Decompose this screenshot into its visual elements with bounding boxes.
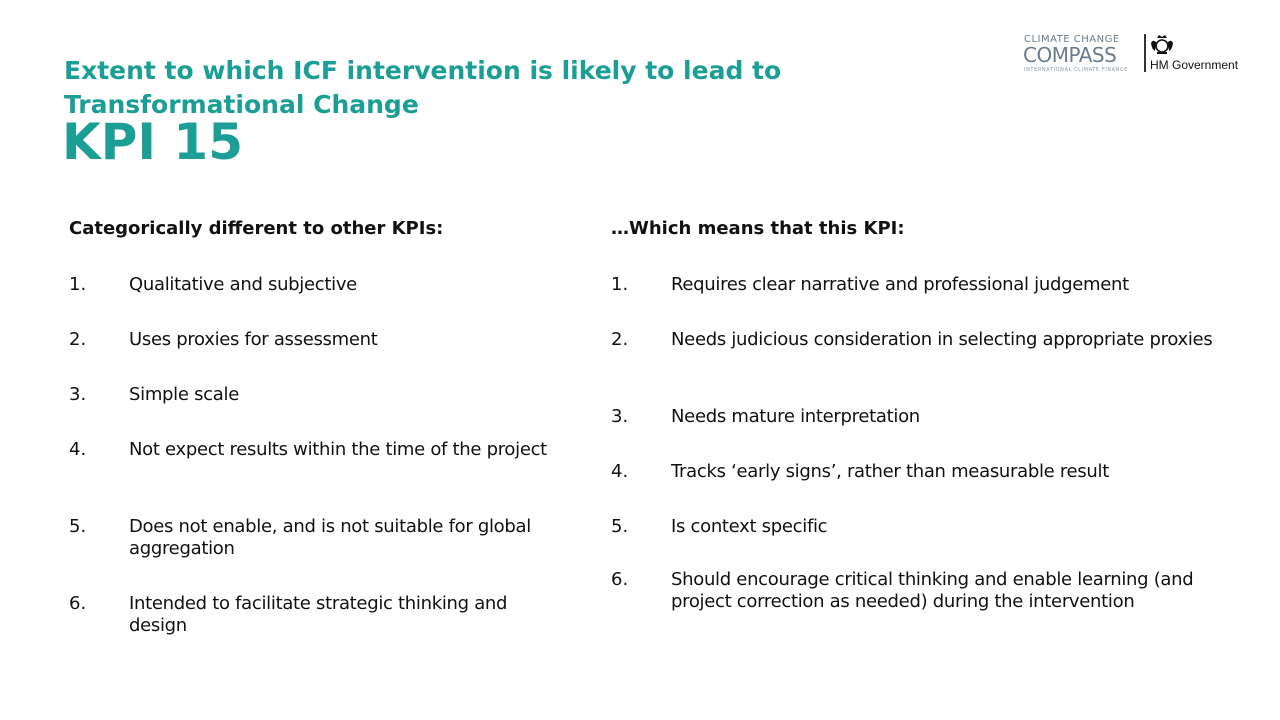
compass-tagline: INTERNATIONAL CLIMATE FINANCE [1024,67,1128,73]
right-item-text: Is context specific [671,516,828,537]
right-item-text: Requires clear narrative and professional judgement [671,274,1129,295]
right-item-text: Tracks ‘early signs’, rather than measurable result [671,461,1109,482]
left-item-number: 3. [69,384,87,405]
right-item-number: 5. [611,516,629,537]
compass-logo: COMPASS [1023,43,1117,67]
left-item-text: Uses proxies for assessment [129,329,378,350]
logo-bar [1020,28,1260,78]
left-item-text: Qualitative and subjective [129,274,357,295]
hm-government-logo: HM Government [1150,58,1239,72]
right-column-heading: …Which means that this KPI: [611,218,905,239]
right-item-number: 1. [611,274,629,295]
right-item-number: 3. [611,406,629,427]
left-item-number: 4. [69,439,87,460]
right-item-number: 4. [611,461,629,482]
royal-crest-icon [1148,34,1176,56]
right-item-text: Should encourage critical thinking and enable learning (and project correction as needed) during the intervention [671,569,1194,612]
slide-subtitle: Extent to which ICF intervention is likely to lead to Transformational Change [64,56,782,119]
left-column-heading: Categorically different to other KPIs: [69,218,444,239]
climate-change-text: CLIMATE CHANGE [1024,34,1120,45]
left-item-text: Simple scale [129,384,239,405]
left-item-text: Intended to facilitate strategic thinking and design [129,593,508,636]
logo-divider [1144,34,1146,72]
right-item-text: Needs judicious consideration in selecting appropriate proxies [671,329,1213,350]
left-item-text: Not expect results within the time of the project [129,439,547,460]
right-item-text: Needs mature interpretation [671,406,920,427]
left-item-number: 1. [69,274,87,295]
left-item-number: 2. [69,329,87,350]
kpi-title: KPI 15 [62,113,243,171]
left-item-number: 5. [69,516,87,537]
left-item-text: Does not enable, and is not suitable for global aggregation [129,516,531,559]
right-item-number: 2. [611,329,629,350]
right-item-number: 6. [611,569,629,590]
left-item-number: 6. [69,593,87,614]
